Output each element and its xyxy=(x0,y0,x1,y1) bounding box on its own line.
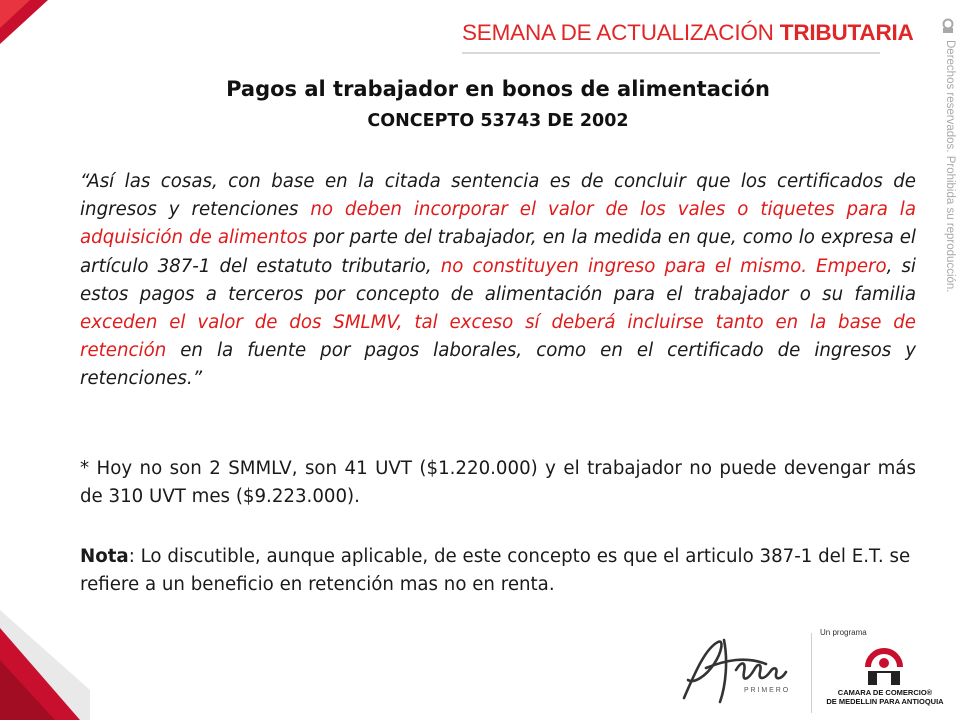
quote-segment: , si estos pagos a terceros por concepto de alimentación para el trabajador o su familia xyxy=(80,255,916,305)
update-note: * Hoy no son 2 SMMLV, son 41 UVT ($1.220.000) y el trabajador no puede devengar más de 310 UVT mes ($9.223.000). xyxy=(80,458,916,508)
program-label: Un programa xyxy=(820,628,867,637)
banner-title xyxy=(462,20,914,46)
quote-paragraph xyxy=(80,168,916,394)
note-label: Nota xyxy=(80,546,129,567)
note-paragraph xyxy=(80,543,916,599)
quote-segment: por parte del trabajador, en la medida en que, como lo expresa el artículo 387-1 del estatuto tributario, xyxy=(80,227,916,277)
copyright-text: Derechos reservados. Prohibida su reproducción. xyxy=(944,40,956,293)
chamber-name xyxy=(820,688,950,706)
banner-underline xyxy=(462,52,880,54)
copyright-watermark xyxy=(940,18,958,293)
afiliado-signature-logo xyxy=(676,630,806,710)
logo-divider xyxy=(811,633,812,713)
banner-title-regular: SEMANA DE ACTUALIZACIÓN xyxy=(462,20,780,45)
note-text: : Lo discutible, aunque aplicable, de este concepto es que el articulo 387-1 del E.T. se refiere a un beneficio en retención mas no en renta. xyxy=(80,546,911,596)
chamber-mini-logo-icon xyxy=(940,18,956,34)
page-subtitle: CONCEPTO 53743 DE 2002 xyxy=(367,111,629,131)
quote-segment: en la fuente por pagos laborales, como en el certificado de ingresos y retenciones.” xyxy=(80,340,916,390)
quote-segment: “Así las cosas, con base en la citada sentencia es de concluir que los certificados de ingresos y retenciones xyxy=(80,171,916,221)
quote-segment-highlight: no deben incorporar el valor de los vales o tiquetes para la adquisición de alimentos xyxy=(80,199,916,249)
chamber-name-line2: DE MEDELLIN PARA ANTIOQUIA xyxy=(826,697,944,706)
chamber-of-commerce-logo xyxy=(820,628,950,714)
corner-decoration-bottom xyxy=(0,610,90,720)
banner-title-bold: TRIBUTARIA xyxy=(779,20,914,45)
header-banner xyxy=(462,14,914,54)
page-title: Pagos al trabajador en bonos de alimentación xyxy=(226,77,770,101)
corner-decoration-top xyxy=(0,0,48,44)
chamber-name-line1: CAMARA DE COMERCIO® xyxy=(837,688,933,697)
chamber-emblem-icon xyxy=(864,647,904,685)
quote-segment-highlight: no constituyen ingreso para el mismo. Empero xyxy=(440,255,887,277)
quote-segment-highlight: exceden el valor de dos SMLMV, tal exceso sí deberá incluirse tanto en la base de retención xyxy=(80,312,916,362)
signature-subtext: P R I M E R O xyxy=(744,687,789,694)
